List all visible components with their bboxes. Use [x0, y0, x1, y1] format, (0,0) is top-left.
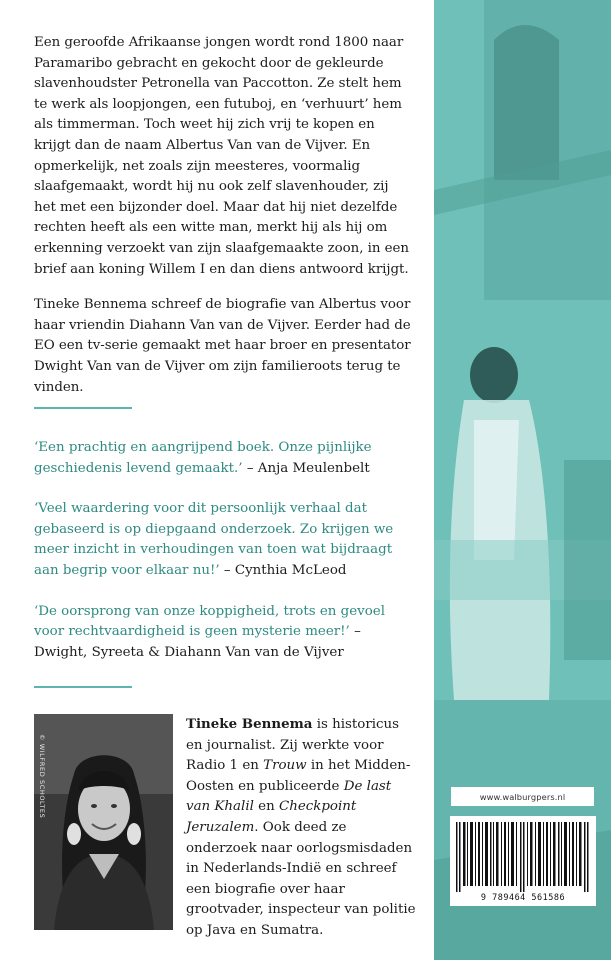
divider-bottom — [34, 686, 132, 688]
blurb-paragraph-2: Tineke Bennema schreef de biografie van Albertus voor haar vriendin Diahann Van van de Vijver. Eerder had de EO een tv-serie gemaakt met haar broer en presentator Dwight Van van de Vijver om zijn familieroots terug te vinden. — [34, 297, 411, 395]
author-section — [34, 714, 416, 938]
author-photo — [34, 714, 173, 930]
isbn-digits: 9 789464 561586 — [480, 893, 566, 903]
photo-credit: © WILFRED SCHOLTES — [38, 734, 46, 819]
barcode-icon — [450, 816, 596, 894]
review-quotes — [34, 438, 414, 683]
blurb-paragraph-1: Een geroofde Afrikaanse jongen wordt rond 1800 naar Paramaribo gebracht en gekocht door de gekleurde slavenhoudster Petronella van Paccotton. Ze stelt hem te werk als loopjongen, een futuboj, en ‘verhuurt’ hem als timmerman. Toch weet hij zich vrij te kopen en krijgt dan de naam Albertus Van van de Vijver. En opmerkelijk, net zoals zijn meesteres, voormalig slaafgemaakt, wordt hij nu ook zelf slavenhouder, zij het met een bijzonder doel. Maar dat hij niet dezelfde rechten heeft als een witte man, merkt hij als hij om erkenning verzoekt van zijn slaafgemaakte zoon, in een brief aan koning Willem I en dan diens antwoord krijgt. — [34, 35, 409, 277]
author-portrait-illustration — [34, 714, 173, 930]
quote-2: ‘Veel waardering voor dit persoonlijk verhaal dat gebaseerd is op diepgaand onderzoek. Zo krijgen we meer inzicht in verhoudingen van toen wat bijdraagt aan begrip voor elkaar nu!’ – Cynthia McLeod — [34, 501, 394, 578]
quote-1: ‘Een prachtig en aangrijpend boek. Onze pijnlijke geschiedenis levend gemaakt.’ – Anja Meulenbelt — [34, 440, 372, 476]
author-name: Tineke Bennema — [186, 716, 313, 732]
author-bio: Tineke Bennema is historicus en journalist. Zij werkte voor Radio 1 en Trouw in het Midden-Oosten en publiceerde De last van Khalil en Checkpoint Jeruzalem. Ook deed ze onderzoek naar oorlogsmisdaden in Nederlands-Indië en schreef een biografie over haar grootvader, inspecteur van politie op Java en Sumatra. — [186, 716, 416, 938]
quote-3: ‘De oorsprong van onze koppigheid, trots en gevoel voor rechtvaardigheid is geen mysterie meer!’ – Dwight, Syreeta & Diahann Van van de Vijver — [34, 603, 385, 660]
publisher-url: www.walburgpers.nl — [451, 787, 594, 806]
divider-top — [34, 407, 132, 409]
blurb — [34, 33, 414, 398]
isbn-barcode — [450, 816, 596, 906]
